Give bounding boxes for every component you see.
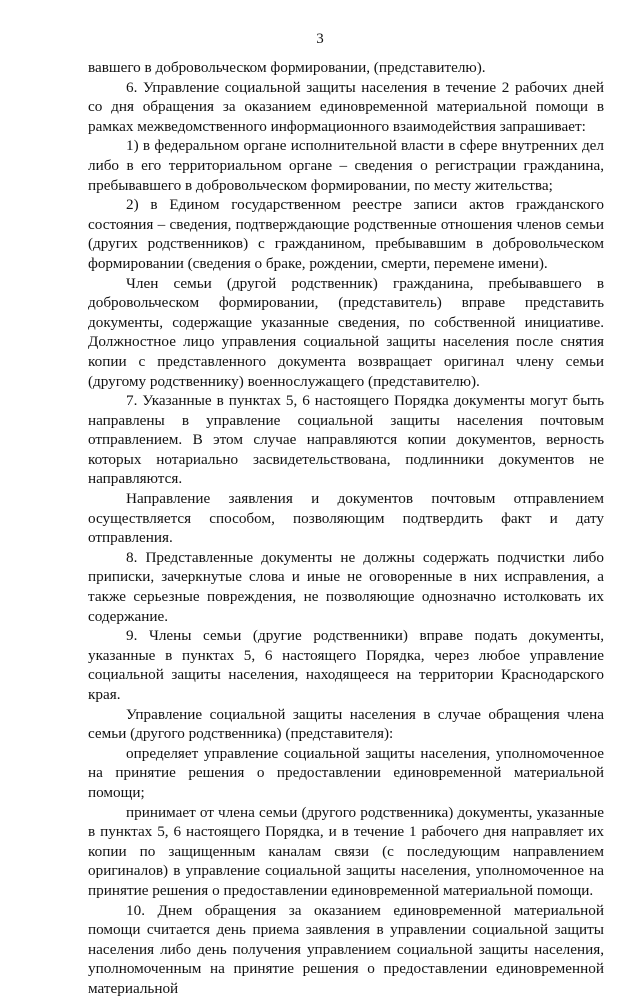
paragraph-item-9: 9. Члены семьи (другие родственники) вправе подать документы, указанные в пунктах 5, 6 настоящего Порядка, через любое управление социальной защиты населения, находящееся на территории Краснодарского края. <box>88 627 604 703</box>
paragraph-item-6-2: 2) в Едином государственном реестре записи актов гражданского состояния – сведения, подтверждающие родственные отношения членов семьи (других родственников) с гражданином, пребывавшим в добровольческом формировании (сведения о браке, рождении, смерти, перемене имени). <box>88 196 604 272</box>
document-body <box>88 58 604 999</box>
paragraph-family-member-rights: Член семьи (другой родственник) гражданина, пребывавшего в добровольческом формировании, (представитель) вправе представить документы, содержащие указанные сведения, по собственной инициативе. Должностное лицо управления социальной защиты населения после снятия копии с представленного документа возвращает оригинал члену семьи (другому родственнику) военнослужащего (представителю). <box>88 274 604 390</box>
page-number: 3 <box>316 31 324 47</box>
paragraph-accepts: принимает от члена семьи (другого родственника) документы, указанные в пунктах 5, 6 настоящего Порядка, и в течение 1 рабочего дня направляет их копии по защищенным каналам связи (с последующим направлением оригиналов) в управление социальной защиты населения, уполномоченное на принятие решения о предоставлении единовременной материальной помощи. <box>88 803 604 899</box>
paragraph-office-duties: Управление социальной защиты населения в случае обращения члена семьи (другого родственника) (представителя): <box>88 705 604 743</box>
paragraph-item-10: 10. Днем обращения за оказанием единовременной материальной помощи считается день приема заявления в управлении социальной защиты населения либо день получения управлением социальной защиты населения, уполномоченным на принятие решения о предоставлении единовременной материальной <box>88 901 604 997</box>
paragraph-item-6-1: 1) в федеральном органе исполнительной власти в сфере внутренних дел либо в его территориальном органе – сведения о регистрации гражданина, пребывавшего в добровольческом формировании, по месту жительства; <box>88 137 604 194</box>
paragraph-item-6: 6. Управление социальной защиты населения в течение 2 рабочих дней со дня обращения за оказанием единовременной материальной помощи в рамках межведомственного информационного взаимодействия запрашивает: <box>88 78 604 135</box>
paragraph-postal-sending: Направление заявления и документов почтовым отправлением осуществляется способом, позволяющим подтвердить факт и дату отправления. <box>88 490 604 547</box>
paragraph-item-8: 8. Представленные документы не должны содержать подчистки либо приписки, зачеркнутые слова и иные не оговоренные в них исправления, а также серьезные повреждения, не позволяющие однозначно истолковать их содержание. <box>88 548 604 625</box>
paragraph-continuation: вавшего в добровольческом формировании, (представителю). <box>88 59 486 76</box>
paragraph-item-7: 7. Указанные в пунктах 5, 6 настоящего Порядка документы могут быть направлены в управление социальной защиты населения почтовым отправлением. В этом случае направляются копии документов, верность которых нотариально засвидетельствована, подлинники документов не направляются. <box>88 392 604 488</box>
paragraph-determines: определяет управление социальной защиты населения, уполномоченное на принятие решения о предоставлении единовременной материальной помощи; <box>88 744 604 801</box>
